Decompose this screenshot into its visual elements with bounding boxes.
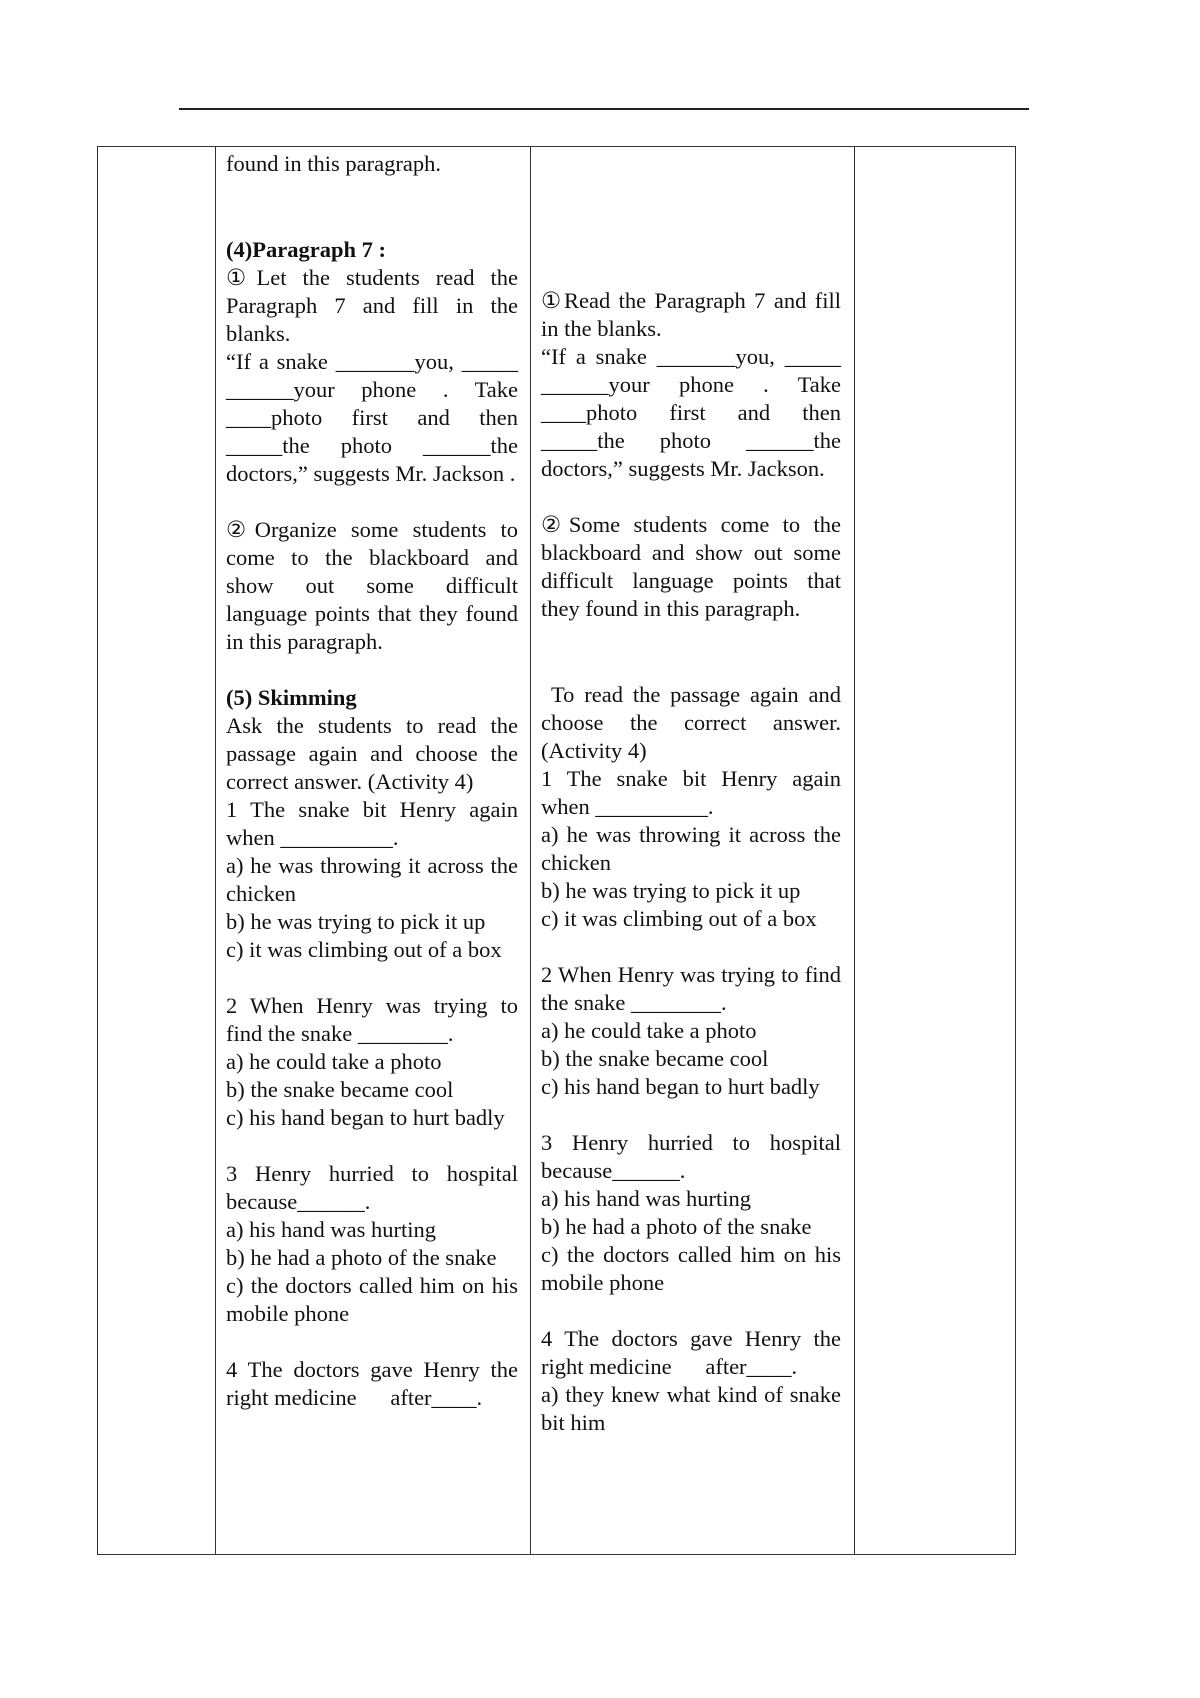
question-option: c) it was climbing out of a box [226,937,502,962]
question-option: a) his hand was hurting [226,1217,436,1242]
question-option: c) the doctors called him on his mobile phone [541,1242,841,1295]
question-stem: 1 The snake bit Henry again when __________. [541,766,841,819]
question-stem: 1 The snake bit Henry again when __________. [226,797,518,850]
student-paragraph7-quote: “If a snake _______you, _____ ______your phone . Take ____photo first and then _____the photo ______the doctors,” suggests Mr. Jackson. [541,344,841,481]
teacher-skimming-instruction: Ask the students to read the passage again and choose the correct answer. (Activity 4) [226,713,518,794]
teacher-skimming-heading: (5) Skimming [226,685,357,710]
lesson-plan-table [97,146,1016,1555]
question-option: c) his hand began to hurt badly [541,1074,820,1099]
student-activities-cell [541,150,847,1437]
question-option: a) he was throwing it across the chicken [226,853,518,906]
question-option: c) his hand began to hurt badly [226,1105,505,1130]
teacher-paragraph7-quote: “If a snake _______you, _____ ______your phone . Take ____photo first and then _____the photo ______the doctors,” suggests Mr. Jackson . [226,349,518,486]
teacher-question-2 [226,992,518,1132]
question-option: c) it was climbing out of a box [541,906,817,931]
question-stem: 2 When Henry was trying to find the snake ________. [541,962,841,1015]
header-rule [179,108,1029,110]
student-question-2 [541,961,841,1101]
teacher-intro-tail: found in this paragraph. [226,151,441,176]
teacher-paragraph7-task1: ①Let the students read the Paragraph 7 and fill in the blanks. [226,265,518,346]
question-option: a) he could take a photo [226,1049,442,1074]
question-option: b) he had a photo of the snake [541,1214,812,1239]
question-option: b) the snake became cool [541,1046,769,1071]
question-stem: 4 The doctors gave Henry the right medicine after____. [226,1357,524,1410]
question-option: c) the doctors called him on his mobile phone [226,1273,518,1326]
teacher-activities-cell [226,150,524,1412]
teacher-paragraph7-heading: (4)Paragraph 7 : [226,237,386,262]
student-question-4 [541,1325,847,1437]
question-stem: 4 The doctors gave Henry the right medicine after____. [541,1326,847,1379]
column-divider-3 [854,147,855,1554]
question-stem: 3 Henry hurried to hospital because______. [226,1161,518,1214]
question-option: a) they knew what kind of snake bit him [541,1382,841,1435]
question-option: b) he had a photo of the snake [226,1245,497,1270]
question-option: b) he was trying to pick it up [541,878,801,903]
question-option: b) he was trying to pick it up [226,909,486,934]
question-option: a) he could take a photo [541,1018,757,1043]
student-paragraph7-task1: ①Read the Paragraph 7 and fill in the blanks. [541,288,841,341]
teacher-paragraph7-task2: ②Organize some students to come to the blackboard and show out some difficult language points that they found in this paragraph. [226,517,518,654]
student-question-3 [541,1129,841,1297]
question-stem: 3 Henry hurried to hospital because______. [541,1130,841,1183]
question-option: a) his hand was hurting [541,1186,751,1211]
column-divider-1 [215,147,216,1554]
student-paragraph7-task2: ②Some students come to the blackboard and show out some difficult language points that they found in this paragraph. [541,512,841,621]
question-option: a) he was throwing it across the chicken [541,822,841,875]
student-question-1 [541,765,841,933]
teacher-question-3 [226,1160,518,1328]
teacher-question-4 [226,1356,524,1412]
question-option: b) the snake became cool [226,1077,454,1102]
teacher-question-1 [226,796,518,964]
column-divider-2 [530,147,531,1554]
question-stem: 2 When Henry was trying to find the snake ________. [226,993,518,1046]
student-skimming-instruction: To read the passage again and choose the correct answer. (Activity 4) [541,682,841,763]
